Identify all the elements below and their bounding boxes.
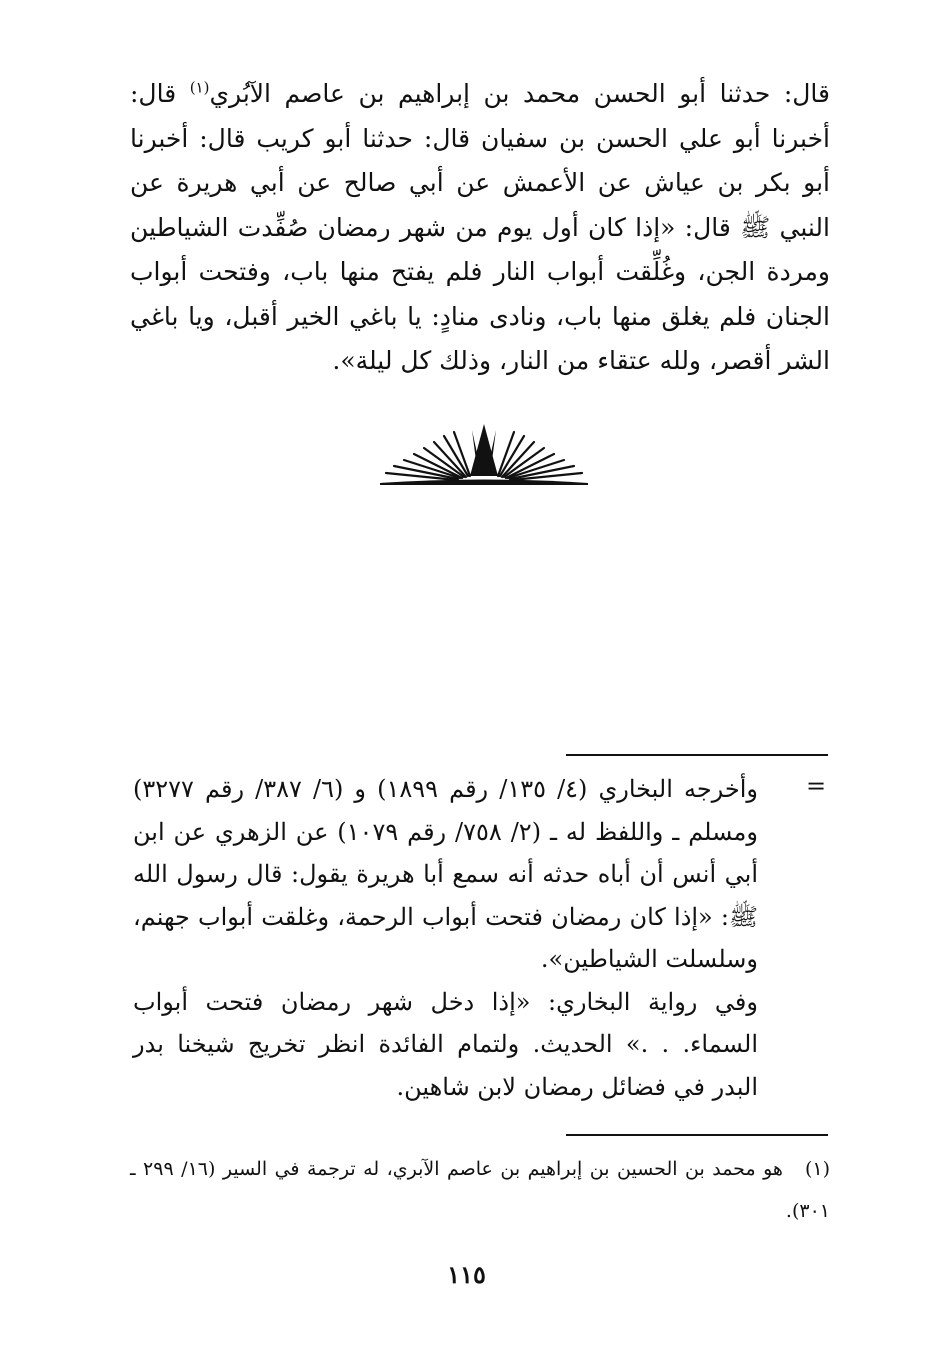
footnote-text: هو محمد بن الحسين بن إبراهيم بن عاصم الآبري، له ترجمة في السير (١٦/ ٢٩٩ ـ ٣٠١). bbox=[130, 1158, 830, 1222]
footnote-continuation-paragraph-2: وفي رواية البخاري: «إذا دخل شهر رمضان فتحت أبواب السماء. . .» الحديث. ولتمام الفائدة انظر تخريج شيخنا بدر البدر في فضائل رمضان لابن شاهين. bbox=[133, 987, 758, 1101]
footnote-reference: (١) bbox=[189, 78, 210, 97]
main-paragraph bbox=[130, 72, 830, 384]
main-text-after-ref: قال: أخبرنا أبو علي الحسن بن سفيان قال: حدثنا أبو كريب قال: أخبرنا أبو بكر بن عياش عن الأعمش عن أبي صالح عن أبي هريرة عن النبي ﷺ قال: «إذا كان أول يوم من شهر رمضان صُفِّدت الشياطين ومردة الجن، وغُلِّقت أبواب النار فلم يفتح منها باب، وفتحت أبواب الجنان فلم يغلق منها باب، ونادى منادٍ: يا باغي الخير أقبل، ويا باغي الشر أقصر، ولله عتقاء من النار، وذلك كل ليلة». bbox=[130, 79, 830, 375]
footnote-separator bbox=[566, 1134, 828, 1136]
main-text-before-ref: قال: حدثنا أبو الحسن محمد بن إبراهيم بن عاصم الآبُري bbox=[209, 79, 830, 108]
ornament-divider bbox=[378, 420, 590, 486]
footnote-number: (١) bbox=[804, 1158, 830, 1180]
footnote-continuation-paragraph-1: وأخرجه البخاري (٤/ ١٣٥/ رقم ١٨٩٩) و (٦/ ٣٨٧/ رقم ٣٢٧٧) ومسلم ـ واللفظ له ـ (٢/ ٧٥٨/ رقم ١٠٧٩) عن الزهري عن ابن أبي أنس أن أباه حدثه أنه سمع أبا هريرة يقول: قال رسول الله ﷺ: «إذا كان رمضان فتحت أبواب الرحمة، وغلقت أبواب جهنم، وسلسلت الشياطين». bbox=[133, 775, 759, 973]
footnote-paragraph bbox=[130, 1148, 830, 1232]
page-number: ١١٥ bbox=[447, 1260, 486, 1289]
main-text bbox=[130, 72, 830, 384]
footnote bbox=[130, 1148, 830, 1232]
continuation-marker: = bbox=[806, 772, 827, 800]
footnote-continuation bbox=[133, 768, 758, 1108]
footnote-separator-top bbox=[566, 754, 828, 756]
